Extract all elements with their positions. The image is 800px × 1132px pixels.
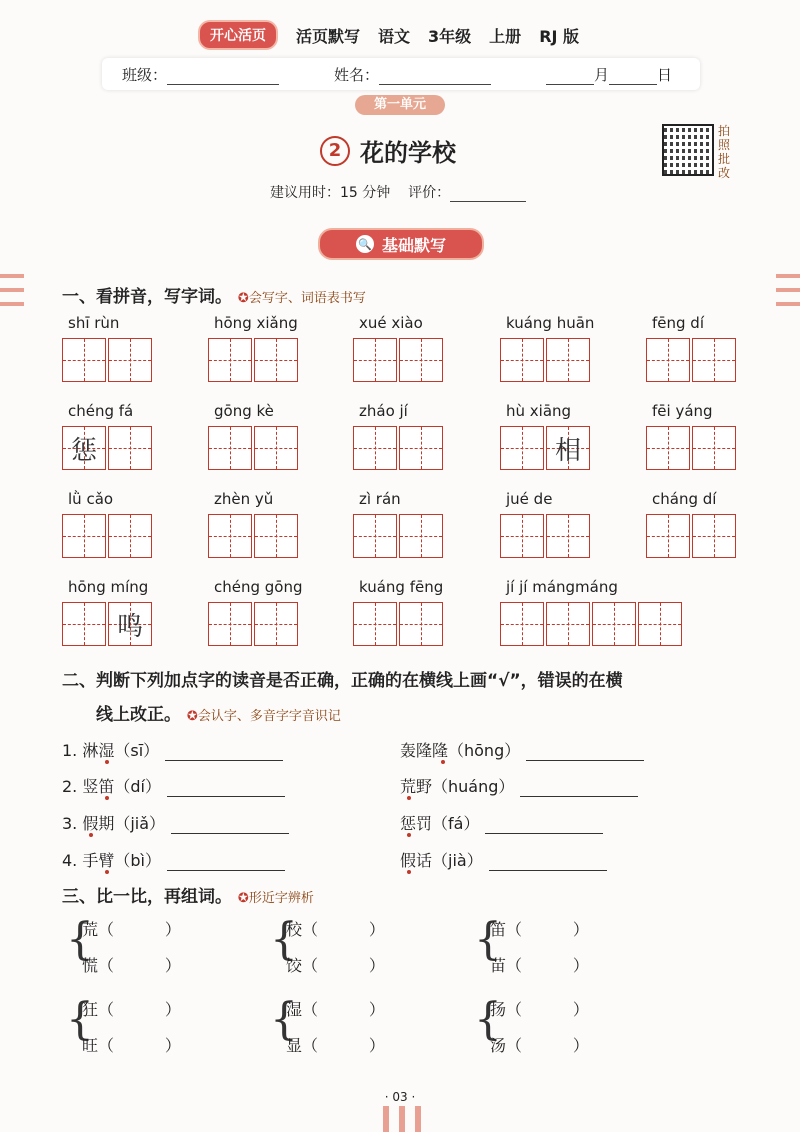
lesson-title xyxy=(320,133,456,168)
compare-item[interactable]: 慌（ ） xyxy=(82,956,181,975)
writing-cell[interactable] xyxy=(254,426,298,470)
cell-character xyxy=(209,515,251,557)
compare-item[interactable]: 湿（ ） xyxy=(286,1000,385,1019)
compare-item[interactable]: 显（ ） xyxy=(286,1036,385,1055)
cell-character xyxy=(209,427,251,469)
pinyin-label: chéng fá xyxy=(68,402,134,420)
part2-item: 2. 竖笛（dí） xyxy=(62,774,285,797)
emphasis-dot xyxy=(105,760,109,764)
class-field[interactable] xyxy=(167,68,279,85)
page-number: · 03 · xyxy=(384,1090,416,1104)
name-label: 姓名： xyxy=(334,66,380,84)
pinyin-label: jí jí mángmáng xyxy=(506,578,618,596)
writing-cell[interactable] xyxy=(254,514,298,558)
brace-icon: { xyxy=(474,914,502,965)
writing-cell[interactable] xyxy=(646,426,690,470)
cell-character xyxy=(400,515,442,557)
writing-cell[interactable] xyxy=(399,514,443,558)
part1-title: 一、看拼音，写字词。 ✪会写字、词语表书写 xyxy=(62,287,366,307)
pinyin-label: fēi yáng xyxy=(652,402,713,420)
cell-character: 惩 xyxy=(70,435,97,466)
writing-cell[interactable] xyxy=(353,602,397,646)
right-decoration xyxy=(776,274,800,316)
cell-character xyxy=(501,603,543,645)
compare-item[interactable]: 饺（ ） xyxy=(286,956,385,975)
pinyin-label: lǜ cǎo xyxy=(68,490,114,508)
cell-character xyxy=(693,427,735,469)
cell-character xyxy=(400,427,442,469)
score-field[interactable] xyxy=(450,185,526,202)
score-label: 评价： xyxy=(408,185,451,201)
part2-item: 假话（jià） xyxy=(400,848,607,871)
student-info-bar xyxy=(102,58,700,90)
emphasis-dot xyxy=(441,760,445,764)
part2-title-cont: 线上改正。 ✪会认字、多音字字音识记 xyxy=(96,705,341,725)
writing-cell[interactable] xyxy=(692,426,736,470)
writing-cell[interactable] xyxy=(108,338,152,382)
writing-cell[interactable] xyxy=(546,338,590,382)
meta-line xyxy=(270,182,526,202)
cell-character xyxy=(501,427,543,469)
cell-character xyxy=(547,603,589,645)
brace-icon: { xyxy=(66,994,94,1045)
cell-character xyxy=(400,603,442,645)
writing-cell[interactable] xyxy=(108,426,152,470)
compare-group xyxy=(286,912,385,984)
answer-line[interactable] xyxy=(526,744,644,761)
emphasis-dot xyxy=(407,870,411,874)
pinyin-label: gōng kè xyxy=(214,402,274,420)
cell-character: 鸣 xyxy=(116,611,143,642)
pinyin-label: jué de xyxy=(506,490,553,508)
pinyin-label: zhèn yǔ xyxy=(214,490,274,508)
cell-character xyxy=(501,339,543,381)
part3-title: 三、比一比，再组词。 ✪形近字辨析 xyxy=(62,887,314,907)
pinyin-label: hōng xiǎng xyxy=(214,314,298,332)
month-field[interactable] xyxy=(546,68,594,85)
cell-character xyxy=(400,339,442,381)
cell-character: 相 xyxy=(554,435,581,466)
pinyin-label: kuáng fēng xyxy=(359,578,444,596)
writing-cell[interactable] xyxy=(546,602,590,646)
pinyin-label: shī rùn xyxy=(68,314,120,332)
writing-cell[interactable] xyxy=(254,338,298,382)
star-icon: ✪ xyxy=(186,709,198,724)
answer-line[interactable] xyxy=(485,817,603,834)
writing-cell[interactable] xyxy=(500,426,544,470)
part1-tag: 会写字、词语表书写 xyxy=(248,291,366,306)
part2-item: 轰隆隆（hōng） xyxy=(400,738,644,761)
compare-item[interactable]: 扬（ ） xyxy=(490,1000,589,1019)
writing-cell[interactable] xyxy=(500,514,544,558)
answer-line[interactable] xyxy=(167,854,285,871)
day-field[interactable] xyxy=(609,68,657,85)
cell-character xyxy=(354,427,396,469)
writing-cell[interactable] xyxy=(638,602,682,646)
brace-icon: { xyxy=(474,994,502,1045)
cell-character xyxy=(109,427,151,469)
left-decoration xyxy=(0,274,24,316)
cell-character xyxy=(354,339,396,381)
writing-cell[interactable] xyxy=(353,514,397,558)
cell-character xyxy=(639,603,681,645)
pinyin-label: kuáng huān xyxy=(506,314,595,332)
cell-character xyxy=(693,515,735,557)
day-label: 日 xyxy=(657,66,673,84)
part2-item: 荒野（huáng） xyxy=(400,774,638,797)
part2-title: 二、判断下列加点字的读音是否正确，正确的在横线上画“√”，错误的在横 xyxy=(62,671,623,691)
cell-character xyxy=(109,515,151,557)
cell-character xyxy=(109,339,151,381)
cell-character xyxy=(255,603,297,645)
writing-cell[interactable] xyxy=(692,514,736,558)
cell-character xyxy=(63,603,105,645)
magnifier-icon: 🔍 xyxy=(356,235,374,253)
writing-cell[interactable] xyxy=(62,602,106,646)
writing-cell[interactable] xyxy=(500,602,544,646)
cell-character xyxy=(255,515,297,557)
writing-cell[interactable] xyxy=(62,514,106,558)
cell-character xyxy=(255,339,297,381)
name-field[interactable] xyxy=(379,68,491,85)
writing-cell[interactable] xyxy=(399,426,443,470)
brace-icon: { xyxy=(270,994,298,1045)
writing-cell[interactable] xyxy=(353,426,397,470)
writing-cell[interactable] xyxy=(208,338,252,382)
cell-character xyxy=(209,339,251,381)
writing-cell[interactable] xyxy=(62,426,106,470)
writing-cell[interactable] xyxy=(646,338,690,382)
header-item: RJ 版 xyxy=(539,26,580,46)
compare-item[interactable]: 旺（ ） xyxy=(82,1036,181,1055)
writing-cell[interactable] xyxy=(500,338,544,382)
compare-item[interactable]: 校（ ） xyxy=(286,920,385,939)
month-label: 月 xyxy=(594,66,610,84)
writing-cell[interactable] xyxy=(546,426,590,470)
writing-cell[interactable] xyxy=(399,602,443,646)
writing-cell[interactable] xyxy=(62,338,106,382)
compare-group xyxy=(82,992,181,1064)
compare-item[interactable]: 苗（ ） xyxy=(490,956,589,975)
qr-caption: 拍照批改 xyxy=(718,124,731,180)
pinyin-label: fēng dí xyxy=(652,314,704,332)
emphasis-dot xyxy=(407,833,411,837)
pinyin-label: cháng dí xyxy=(652,490,717,508)
header xyxy=(198,20,579,50)
header-item: 活页默写 xyxy=(296,26,361,46)
pinyin-label: xué xiào xyxy=(359,314,423,332)
answer-line[interactable] xyxy=(520,780,638,797)
cell-character xyxy=(547,515,589,557)
brace-icon: { xyxy=(270,914,298,965)
class-label: 班级： xyxy=(122,66,168,84)
writing-cell[interactable] xyxy=(646,514,690,558)
answer-line[interactable] xyxy=(171,817,289,834)
part2-item: 惩罚（fá） xyxy=(400,811,603,834)
part3-tag: 形近字辨析 xyxy=(248,891,314,906)
compare-group xyxy=(490,992,589,1064)
emphasis-dot xyxy=(105,870,109,874)
lesson-title-text: 花的学校 xyxy=(360,139,456,167)
suggested-time: 建议用时：15 分钟 xyxy=(270,185,391,201)
brand-logo: 开心活页 xyxy=(198,20,278,50)
cell-character xyxy=(547,339,589,381)
writing-cell[interactable] xyxy=(692,338,736,382)
compare-item[interactable]: 汤（ ） xyxy=(490,1036,589,1055)
cell-character xyxy=(593,603,635,645)
cell-character xyxy=(647,427,689,469)
emphasis-dot xyxy=(407,796,411,800)
writing-cell[interactable] xyxy=(208,602,252,646)
emphasis-dot xyxy=(89,833,93,837)
answer-line[interactable] xyxy=(167,780,285,797)
compare-item[interactable]: 笛（ ） xyxy=(490,920,589,939)
star-icon: ✪ xyxy=(237,891,249,906)
bottom-decoration xyxy=(383,1106,423,1132)
compare-group xyxy=(82,912,181,984)
part2-item: 1. 淋湿（sī） xyxy=(62,738,283,761)
brace-icon: { xyxy=(66,914,94,965)
header-item: 语文 xyxy=(378,26,411,46)
cell-character xyxy=(63,339,105,381)
pinyin-label: zháo jí xyxy=(359,402,408,420)
answer-line[interactable] xyxy=(165,744,283,761)
cell-character xyxy=(255,427,297,469)
header-item: 上册 xyxy=(489,26,522,46)
answer-line[interactable] xyxy=(489,854,607,871)
writing-cell[interactable] xyxy=(399,338,443,382)
unit-badge: 第一单元 xyxy=(355,95,445,115)
writing-cell[interactable] xyxy=(108,514,152,558)
lesson-number: 2 xyxy=(320,136,350,166)
cell-character xyxy=(501,515,543,557)
cell-character xyxy=(209,603,251,645)
header-item: 3年级 xyxy=(428,26,472,46)
part2-item: 4. 手臂（bì） xyxy=(62,848,285,871)
compare-group xyxy=(286,992,385,1064)
writing-cell[interactable] xyxy=(592,602,636,646)
pinyin-label: hōng míng xyxy=(68,578,149,596)
qr-code-icon[interactable] xyxy=(662,124,714,176)
writing-cell[interactable] xyxy=(546,514,590,558)
cell-character xyxy=(693,339,735,381)
emphasis-dot xyxy=(105,796,109,800)
cell-character xyxy=(354,515,396,557)
writing-cell[interactable] xyxy=(353,338,397,382)
section-banner xyxy=(318,228,484,260)
writing-cell[interactable] xyxy=(254,602,298,646)
compare-item[interactable]: 狂（ ） xyxy=(82,1000,181,1019)
writing-cell[interactable] xyxy=(108,602,152,646)
part2-item: 3. 假期（jiǎ） xyxy=(62,811,289,834)
compare-item[interactable]: 荒（ ） xyxy=(82,920,181,939)
pinyin-label: zì rán xyxy=(359,490,401,508)
cell-character xyxy=(647,515,689,557)
writing-cell[interactable] xyxy=(208,514,252,558)
cell-character xyxy=(647,339,689,381)
pinyin-label: chéng gōng xyxy=(214,578,303,596)
part2-tag: 会认字、多音字字音识记 xyxy=(197,709,341,724)
cell-character xyxy=(63,515,105,557)
pinyin-label: hù xiāng xyxy=(506,402,572,420)
cell-character xyxy=(354,603,396,645)
writing-cell[interactable] xyxy=(208,426,252,470)
section-title: 基础默写 xyxy=(381,235,446,255)
star-icon: ✪ xyxy=(237,291,249,306)
compare-group xyxy=(490,912,589,984)
